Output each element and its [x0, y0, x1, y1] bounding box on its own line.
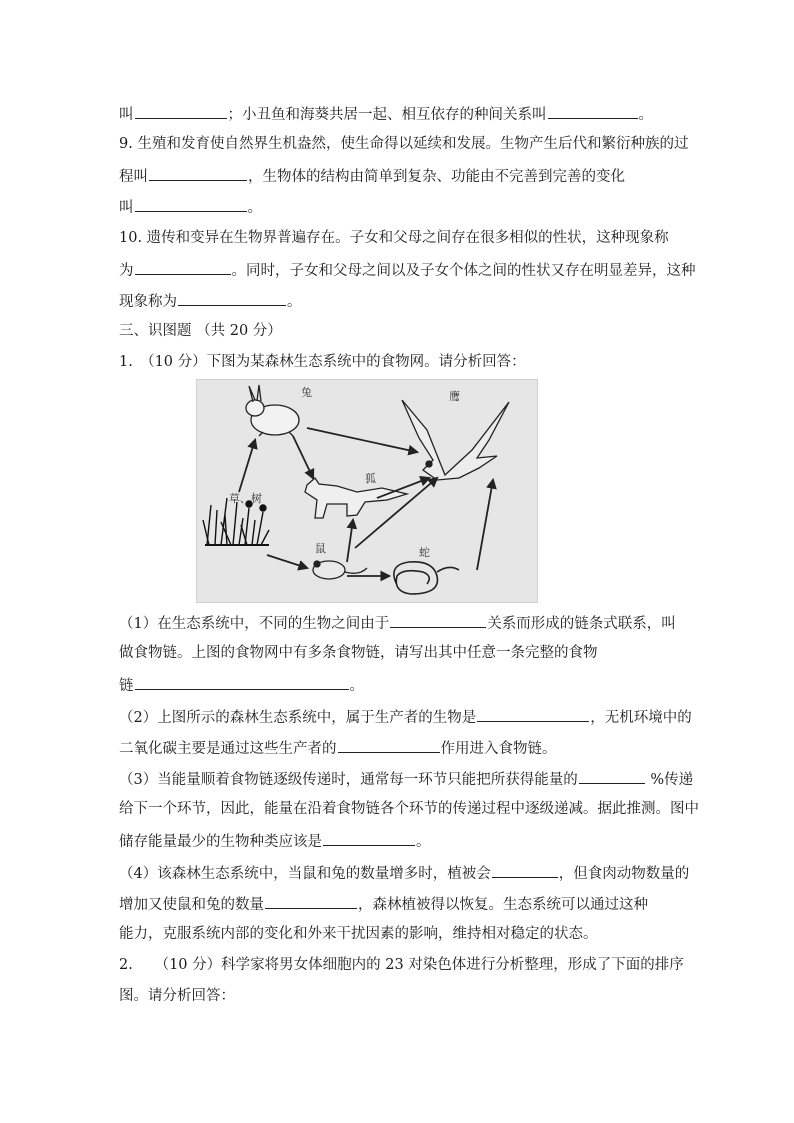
text: ，森林植被得以恢复。生态系统可以通过这种: [358, 897, 648, 913]
text: 给下一个环节，因此，能量在沿着食物链各个环节的传递过程中逐级递减。据此推测。图中: [119, 801, 699, 817]
answer-blank[interactable]: [135, 259, 231, 275]
answer-blank[interactable]: [492, 862, 558, 878]
food-web-figure: [196, 379, 538, 603]
answer-blank[interactable]: [265, 893, 357, 909]
text: 9. 生殖和发育使自然界生机盎然，使生命得以延续和发展。生物产生后代和繁衍种族的过: [119, 136, 689, 152]
text: 能力，克服系统内部的变化和外来干扰因素的影响，维持相对稳定的状态。: [119, 926, 598, 942]
text: （1）在生态系统中，不同的生物之间由于: [119, 616, 390, 632]
answer-blank[interactable]: [323, 830, 415, 846]
text: 。: [247, 200, 262, 216]
food-web-illustration: [197, 380, 537, 602]
text: 。: [349, 678, 364, 694]
eagle-drawing: [402, 400, 509, 480]
p1-line-3: [119, 674, 679, 696]
text: 三、识图题 （共 20 分）: [119, 323, 282, 339]
q10-line-3: [119, 290, 679, 312]
rabbit-drawing: [246, 385, 299, 436]
q9-line-1: [119, 134, 689, 154]
text: ，生物体的结构由简单到复杂、功能由不完善到完善的变化: [248, 169, 625, 185]
text: 现象称为: [119, 294, 177, 310]
p4-line-3: [119, 924, 679, 944]
answer-blank[interactable]: [135, 674, 349, 690]
p2-line-1: [119, 706, 692, 728]
text: 为: [119, 263, 134, 279]
q2-line-2: [119, 986, 679, 1006]
text: 做食物链。上图的食物网中有多条食物链，请写出其中任意一条完整的食物: [119, 645, 598, 661]
answer-blank[interactable]: [149, 165, 247, 181]
text: 增加又使鼠和兔的数量: [119, 897, 264, 913]
label-mouse: 鼠: [315, 542, 326, 555]
q9-line-3: [119, 196, 679, 218]
text: ；小丑鱼和海葵共居一起、相互依存的种间关系叫: [227, 107, 547, 123]
text: （4）该森林生态系统中，当鼠和兔的数量增多时，植被会: [119, 866, 491, 882]
text: 程叫: [119, 169, 148, 185]
label-rabbit: 兔: [301, 386, 312, 399]
answer-blank[interactable]: [178, 290, 286, 306]
answer-blank[interactable]: [390, 612, 486, 628]
p3-line-3: [119, 830, 679, 852]
text: 。: [287, 294, 302, 310]
p2-line-2: [119, 737, 679, 759]
text: 2. （10 分）科学家将男女体细胞内的 23 对染色体进行分析整理，形成了下面的排序: [119, 957, 684, 973]
text: 。: [416, 834, 431, 850]
text: ，但食肉动物数量的: [558, 866, 690, 882]
p3-line-2: [119, 799, 699, 819]
text: %传递: [645, 772, 694, 788]
text: （2）上图所示的森林生态系统中，属于生产者的生物是: [119, 710, 477, 726]
q2-line-1: [119, 955, 684, 975]
text: 叫: [119, 200, 134, 216]
q10-line-2: [119, 259, 696, 281]
text: 关系而形成的链条式联系，叫: [487, 616, 676, 632]
grass-tree-drawing: [203, 498, 269, 545]
p4-line-1: [119, 862, 690, 884]
text: ，无机环境中的: [590, 710, 692, 726]
q1-intro: [119, 352, 679, 372]
label-snake: 蛇: [419, 546, 430, 559]
answer-blank[interactable]: [135, 103, 227, 119]
q9-line-2: [119, 165, 679, 187]
p3-line-1: [119, 768, 694, 790]
label-grass-tree: 草、树: [229, 492, 262, 505]
label-eagle: 鹰: [449, 390, 460, 403]
label-fox: 狐: [365, 472, 376, 485]
p1-line-1: [119, 612, 679, 634]
text: 作用进入食物链。: [440, 741, 557, 757]
text: 储存能量最少的生物种类应该是: [119, 834, 322, 850]
p4-line-2: [119, 893, 679, 915]
snake-drawing: [394, 562, 459, 594]
text: 二氧化碳主要是通过这些生产者的: [119, 741, 337, 757]
section-3-heading: [119, 321, 679, 341]
q10-line-1: [119, 228, 679, 248]
answer-blank[interactable]: [548, 103, 638, 119]
fox-drawing: [305, 478, 407, 518]
q8-tail-line: [119, 103, 679, 125]
p1-line-2: [119, 643, 679, 663]
answer-blank[interactable]: [477, 706, 589, 722]
text: （3）当能量顺着食物链逐级传递时，通常每一环节只能把所获得能量的: [119, 772, 578, 788]
text: 叫: [119, 107, 134, 123]
text: 图。请分析回答：: [119, 988, 235, 1004]
answer-blank[interactable]: [338, 737, 440, 753]
text: 1. （10 分）下图为某森林生态系统中的食物网。请分析回答：: [119, 354, 526, 370]
text: 。同时，子女和父母之间以及子女个体之间的性状又存在明显差异，这种: [231, 263, 696, 279]
text: 10. 遗传和变异在生物界普遍存在。子女和父母之间存在很多相似的性状，这种现象称: [119, 230, 669, 246]
text: 链: [119, 678, 134, 694]
text: 。: [638, 107, 653, 123]
answer-blank[interactable]: [135, 196, 247, 212]
answer-blank[interactable]: [579, 768, 645, 784]
